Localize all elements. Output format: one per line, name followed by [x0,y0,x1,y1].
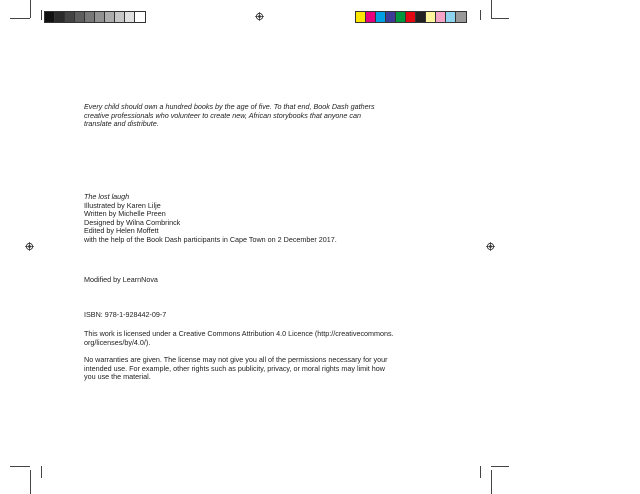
crop-mark-tr-v [491,0,492,18]
book-title: The lost laugh [84,192,130,201]
color-bar [355,11,467,23]
intro-paragraph [84,103,444,129]
crop-mark-br-v [491,470,492,494]
modified-line: Modified by LearnNova [84,275,158,284]
color-swatch [55,12,65,22]
warranty-line: No warranties are given. The license may not give you all of the permissions necessary for your [84,355,388,364]
license-line: org/licenses/by/4.0/). [84,337,151,347]
registration-mark-left-icon [25,242,34,251]
color-swatch [105,12,115,22]
color-swatch [45,12,55,22]
color-swatch [366,12,376,22]
warranty-paragraph [84,356,444,382]
color-swatch [426,12,436,22]
intro-line: creative professionals who volunteer to create new, African storybooks that anyone can [84,110,362,120]
crop-mark-bl-v2 [41,466,42,478]
illustrator-credit: Illustrated by Karen Lilje [84,200,161,210]
color-swatch [396,12,406,22]
color-swatch [65,12,75,22]
color-swatch [85,12,95,22]
color-swatch [135,12,145,22]
color-swatch [406,12,416,22]
grayscale-bar [44,11,146,23]
color-swatch [115,12,125,22]
license-line: This work is licensed under a Creative Commons Attribution 4.0 Licence (http://creativecommons. [84,329,394,338]
color-swatch [456,12,466,22]
registration-mark-right-icon [486,242,495,251]
color-swatch [356,12,366,22]
editor-credit: Edited by Helen Moffett [84,226,159,236]
crop-mark-br-h [491,466,509,467]
isbn-block [84,311,444,320]
author-credit: Written by Michelle Preen [84,209,166,219]
color-swatch [436,12,446,22]
registration-mark-top-icon [255,12,264,21]
designer-credit: Designed by Wilna Combrinck [84,217,181,227]
color-swatch [386,12,396,22]
license-paragraph [84,330,444,347]
participants-credit: with the help of the Book Dash participants in Cape Town on 2 December 2017. [84,234,337,244]
crop-mark-bl-v [30,470,31,494]
crop-mark-tl-v2 [41,10,42,20]
intro-line: Every child should own a hundred books by the age of five. To that end, Book Dash gathers [84,102,375,111]
crop-mark-tr-h [491,18,509,19]
warranty-line: you use the material. [84,372,151,382]
color-swatch [446,12,456,22]
isbn-line: ISBN: 978-1-928442-09-7 [84,310,167,319]
crop-mark-bl-h [10,466,30,467]
crop-mark-tr-v2 [480,10,481,20]
color-swatch [376,12,386,22]
color-swatch [75,12,85,22]
credits-block [84,193,444,245]
color-swatch [95,12,105,22]
intro-line: translate and distribute. [84,119,159,129]
modified-note [84,276,444,285]
color-swatch [125,12,135,22]
crop-mark-tl-v [30,0,31,18]
crop-mark-br-v2 [480,466,481,478]
color-swatch [416,12,426,22]
crop-mark-tl-h [10,18,30,19]
warranty-line: intended use. For example, other rights such as publicity, privacy, or moral rights may limit how [84,363,385,373]
